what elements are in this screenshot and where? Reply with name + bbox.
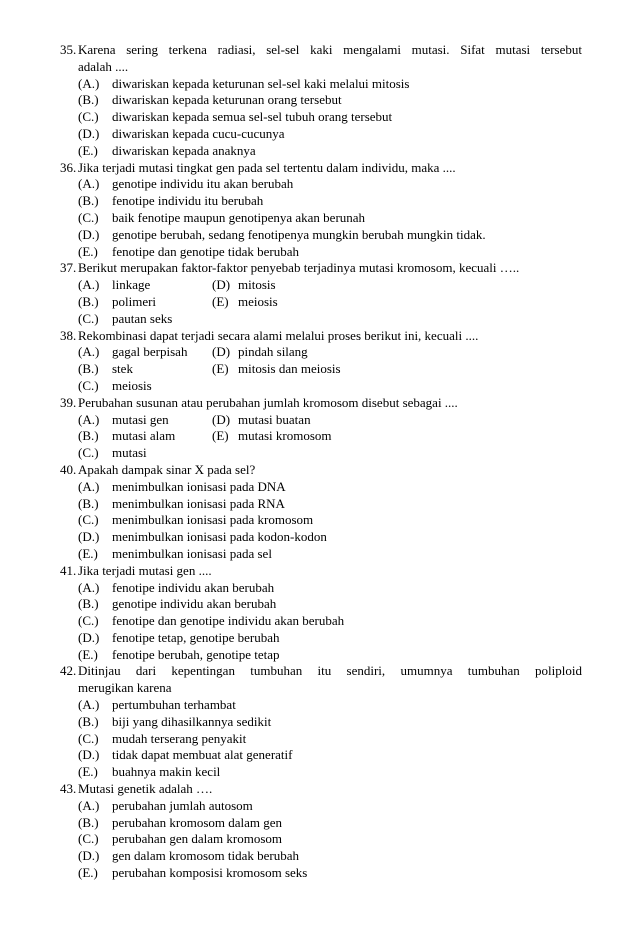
option-text: tidak dapat membuat alat generatif [112,747,293,763]
answer-option-row [78,344,582,361]
option-label: (D.) [78,747,100,763]
answer-option [78,126,582,143]
option-text: mutasi buatan [238,411,311,427]
question-number: 43. [60,781,77,797]
option-text: mitosis [238,277,276,293]
option-label: (B.) [78,361,99,377]
option-label: (C.) [78,109,99,125]
option-text: fenotipe individu itu berubah [112,193,264,209]
option-label: (C.) [78,310,99,326]
option-text: perubahan kromosom dalam gen [112,814,283,830]
answer-option [78,92,582,109]
answer-option [78,109,582,126]
option-text: diwariskan kepada anaknya [112,142,256,158]
question-38 [60,328,582,395]
question-text-line: Ditinjau dari kepentingan tumbuhan itu sendiri, umumnya tumbuhan poliploid [78,663,582,679]
option-label: (D.) [78,529,100,545]
option-text: menimbulkan ionisasi pada kromosom [112,512,314,528]
option-label: (C.) [78,377,99,393]
option-text: mitosis dan meiosis [238,361,341,377]
question-text-line: Berikut merupakan faktor-faktor penyebab terjadinya mutasi kromosom, kecuali ….. [78,260,520,276]
question-text-line: Apakah dampak sinar X pada sel? [78,461,256,477]
option-text: mutasi kromosom [238,428,332,444]
question-text-line: Jika terjadi mutasi tingkat gen pada sel tertentu dalam individu, maka .... [78,159,456,175]
answer-option [78,479,582,496]
option-text: menimbulkan ionisasi pada RNA [112,495,285,511]
option-label: (A.) [78,579,100,595]
question-36 [60,160,582,261]
option-text: diwariskan kepada keturunan orang tersebut [112,92,342,108]
option-label: (E) [212,361,229,377]
question-text-line: Mutasi genetik adalah …. [78,781,213,797]
answer-option [78,630,582,647]
option-text: meiosis [112,377,152,393]
answer-option-row [78,378,582,395]
question-text-line: merugikan karena [78,680,172,696]
option-text: baik fenotipe maupun genotipenya akan berunah [112,209,366,225]
question-number: 40. [60,461,77,477]
option-text: perubahan komposisi kromosom seks [112,865,308,881]
question-41 [60,563,582,664]
option-label: (E.) [78,545,98,561]
answer-option [78,798,582,815]
option-text: fenotipe dan genotipe individu akan berubah [112,613,345,629]
option-label: (E.) [78,646,98,662]
question-43 [60,781,582,882]
option-label: (B.) [78,814,99,830]
option-text: genotipe berubah, sedang fenotipenya mungkin berubah mungkin tidak. [112,226,486,242]
option-label: (A.) [78,478,100,494]
option-label: (D) [212,411,231,427]
option-label: (A.) [78,344,100,360]
option-label: (C.) [78,730,99,746]
option-text: diwariskan kepada keturunan sel-sel kaki melalui mitosis [112,75,410,91]
question-text-line: Perubahan susunan atau perubahan jumlah kromosom disebut sebagai .... [78,394,458,410]
option-text: fenotipe dan genotipe tidak berubah [112,243,299,259]
option-label: (E.) [78,142,98,158]
question-number: 37. [60,260,77,276]
option-text: mutasi gen [112,411,169,427]
answer-option [78,529,582,546]
option-text: diwariskan kepada cucu-cucunya [112,125,285,141]
option-label: (B.) [78,193,99,209]
option-label: (B.) [78,596,99,612]
answer-option-row [78,445,582,462]
option-label: (A.) [78,75,100,91]
option-label: (D.) [78,848,100,864]
option-label: (E.) [78,764,98,780]
question-text-line: Karena sering terkena radiasi, sel-sel kaki mengalami mutasi. Sifat mutasi tersebut [78,42,582,57]
answer-option [78,613,582,630]
option-label: (B.) [78,428,99,444]
answer-option [78,815,582,832]
question-number: 36. [60,159,77,175]
question-text-line: adalah .... [78,58,129,74]
option-label: (C.) [78,209,99,225]
answer-option [78,512,582,529]
option-label: (B.) [78,713,99,729]
option-label: (A.) [78,277,100,293]
option-label: (D.) [78,629,100,645]
option-text: linkage [112,277,151,293]
answer-option [78,496,582,513]
option-text: stek [112,361,133,377]
answer-option [78,244,582,261]
option-label: (E.) [78,865,98,881]
answer-option [78,210,582,227]
option-text: pertumbuhan terhambat [112,697,236,713]
option-text: genotipe individu itu akan berubah [112,176,294,192]
option-text: polimeri [112,293,157,309]
option-label: (D) [212,277,231,293]
answer-option [78,227,582,244]
option-text: menimbulkan ionisasi pada DNA [112,478,286,494]
option-label: (B.) [78,495,99,511]
answer-option [78,143,582,160]
answer-option [78,176,582,193]
answer-option [78,580,582,597]
question-text-line: Jika terjadi mutasi gen .... [78,562,212,578]
option-label: (C.) [78,445,99,461]
option-text: mutasi [112,445,147,461]
option-text: gen dalam kromosom tidak berubah [112,848,300,864]
answer-option [78,865,582,882]
option-label: (E) [212,428,229,444]
question-number: 42. [60,663,77,679]
option-text: perubahan gen dalam kromosom [112,831,283,847]
option-label: (B.) [78,293,99,309]
option-text: menimbulkan ionisasi pada sel [112,545,272,561]
option-text: buahnya makin kecil [112,764,221,780]
answer-option [78,831,582,848]
answer-option [78,697,582,714]
answer-option-row [78,361,582,378]
option-text: biji yang dihasilkannya sedikit [112,713,272,729]
answer-option-row [78,294,582,311]
answer-option-row [78,428,582,445]
answer-option [78,764,582,781]
option-text: pautan seks [112,310,173,326]
option-label: (C.) [78,831,99,847]
answer-option [78,76,582,93]
answer-option [78,747,582,764]
answer-option [78,647,582,664]
option-label: (D) [212,344,231,360]
answer-option [78,731,582,748]
option-label: (E) [212,293,229,309]
option-label: (C.) [78,613,99,629]
option-text: meiosis [238,293,278,309]
option-label: (A.) [78,697,100,713]
question-35 [60,42,582,160]
answer-option-row [78,412,582,429]
answer-option-row [78,311,582,328]
question-list [60,42,582,882]
answer-option [78,193,582,210]
answer-option [78,546,582,563]
option-text: diwariskan kepada semua sel-sel tubuh orang tersebut [112,109,393,125]
answer-option [78,848,582,865]
question-number: 38. [60,327,77,343]
option-text: mudah terserang penyakit [112,730,247,746]
option-label: (B.) [78,92,99,108]
option-label: (D.) [78,226,100,242]
answer-option-row [78,277,582,294]
question-40 [60,462,582,563]
question-number: 41. [60,562,77,578]
option-text: menimbulkan ionisasi pada kodon-kodon [112,529,327,545]
option-text: genotipe individu akan berubah [112,596,277,612]
option-label: (E.) [78,243,98,259]
question-text-line: Rekombinasi dapat terjadi secara alami melalui proses berikut ini, kecuali .... [78,327,479,343]
option-text: gagal berpisah [112,344,188,360]
option-label: (D.) [78,125,100,141]
question-42 [60,663,582,781]
question-number: 35. [60,42,77,57]
answer-option [78,596,582,613]
question-39 [60,395,582,462]
option-label: (C.) [78,512,99,528]
option-text: fenotipe tetap, genotipe berubah [112,629,280,645]
option-text: perubahan jumlah autosom [112,797,253,813]
option-label: (A.) [78,797,100,813]
question-number: 39. [60,394,77,410]
answer-option [78,714,582,731]
option-text: pindah silang [238,344,308,360]
option-label: (A.) [78,176,100,192]
option-text: mutasi alam [112,428,176,444]
question-37 [60,260,582,327]
option-label: (A.) [78,411,100,427]
option-text: fenotipe individu akan berubah [112,579,275,595]
option-text: fenotipe berubah, genotipe tetap [112,646,280,662]
